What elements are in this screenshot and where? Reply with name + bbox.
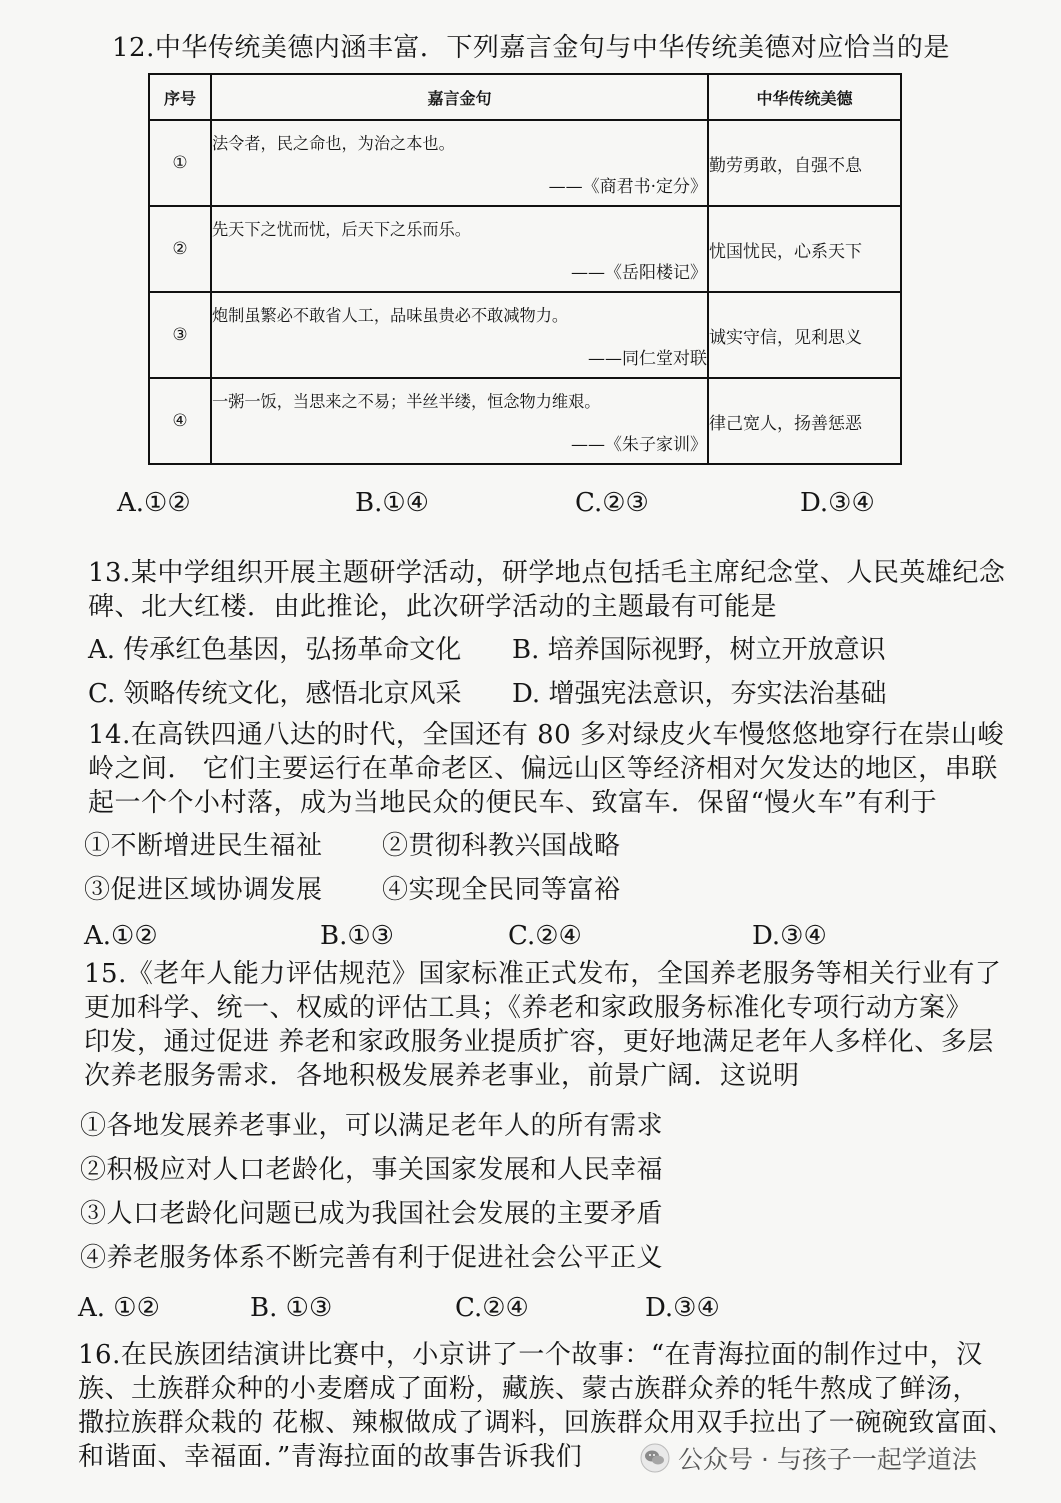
q14-item: ①不断增进民生福祉 [84,831,323,861]
q13-option-b[interactable]: B. 培养国际视野，树立开放意识 [512,635,886,665]
row-virtue: 诚实守信，见利思义 [708,292,901,378]
q14-stem-line: 岭之间． 它们主要运行在革命老区、偏远山区等经济相对欠发达的地区，串联 [88,754,998,784]
header-number: 序号 [149,74,211,120]
q15-option-c[interactable]: C.②④ [455,1293,529,1323]
q14-option-a[interactable]: A.①② [84,921,158,951]
table-row [149,378,901,464]
quote-text: 炮制虽繁必不敢省人工，品味虽贵必不敢减物力。 [212,305,569,325]
table-header-row [149,74,901,120]
q15-option-b[interactable]: B. ①③ [250,1293,333,1323]
q12-option-c[interactable]: C.②③ [575,488,649,518]
q15-stem-line: 15.《老年人能力评估规范》国家标准正式发布，全国养老服务等相关行业有了 [84,959,1002,989]
q16-stem-line: 和谐面、幸福面．”青海拉面的故事告诉我们 [78,1442,583,1472]
q15-stem-line: 次养老服务需求．各地积极发展养老事业，前景广阔．这说明 [84,1061,800,1091]
q14-item: ④实现全民同等富裕 [382,875,621,905]
q16-stem-line: 撒拉族群众栽的 花椒、辣椒做成了调料，回族群众用双手拉出了一碗碗致富面、 [78,1408,1015,1438]
row-virtue: 忧国忧民，心系天下 [708,206,901,292]
q12-table [148,73,902,465]
header-quote: 嘉言金句 [211,74,708,120]
q15-stem-line: 更加科学、统一、权威的评估工具；《养老和家政服务标准化专项行动方案》 [84,993,973,1023]
q12-option-b[interactable]: B.①④ [355,488,429,518]
row-number: ④ [149,378,211,464]
q15-item: ③人口老龄化问题已成为我国社会发展的主要矛盾 [80,1199,664,1229]
q13-option-c[interactable]: C. 领略传统文化，感悟北京风采 [88,679,462,709]
watermark [640,1440,977,1476]
q12-option-d[interactable]: D.③④ [800,488,875,518]
q14-option-c[interactable]: C.②④ [508,921,582,951]
q15-item: ①各地发展养老事业，可以满足老年人的所有需求 [80,1111,664,1141]
quote-text: 一粥一饭，当思来之不易；半丝半缕，恒念物力维艰。 [212,391,601,411]
row-number: ③ [149,292,211,378]
row-quote [211,378,708,464]
quote-text: 先天下之忧而忧，后天下之乐而乐。 [212,219,471,239]
q13-option-d[interactable]: D. 增强宪法意识，夯实法治基础 [512,679,887,709]
q15-option-a[interactable]: A. ①② [78,1293,160,1323]
quote-source: ——同仁堂对联 [588,348,707,369]
q15-item: ②积极应对人口老龄化，事关国家发展和人民幸福 [80,1155,664,1185]
q15-item: ④养老服务体系不断完善有利于促进社会公平正义 [80,1243,664,1273]
quote-text: 法令者，民之命也，为治之本也。 [212,133,455,153]
row-quote [211,292,708,378]
q16-stem-line: 16.在民族团结演讲比赛中，小京讲了一个故事：“在青海拉面的制作过中，汉 [78,1340,983,1370]
q14-stem-line: 起一个个小村落，成为当地民众的便民车、致富车．保留“慢火车”有利于 [88,788,938,818]
row-quote [211,206,708,292]
q12-option-a[interactable]: A.①② [117,488,191,518]
row-quote [211,120,708,206]
q13-option-a[interactable]: A. 传承红色基因，弘扬革命文化 [88,635,462,665]
table-row [149,292,901,378]
table-row [149,120,901,206]
q14-option-b[interactable]: B.①③ [320,921,394,951]
q14-stem-line: 14.在高铁四通八达的时代，全国还有 80 多对绿皮火车慢悠悠地穿行在崇山峻 [88,720,1004,750]
table-row [149,206,901,292]
wechat-icon [640,1443,670,1473]
q15-stem-line: 印发，通过促进 养老和家政服务业提质扩容，更好地满足老年人多样化、多层 [84,1027,994,1057]
q12-stem: 12.中华传统美德内涵丰富．下列嘉言金句与中华传统美德对应恰当的是 [112,33,950,63]
row-virtue: 律己宽人，扬善惩恶 [708,378,901,464]
row-number: ② [149,206,211,292]
q15-option-d[interactable]: D.③④ [645,1293,720,1323]
q14-item: ②贯彻科教兴国战略 [382,831,621,861]
row-virtue: 勤劳勇敢，自强不息 [708,120,901,206]
header-virtue: 中华传统美德 [708,74,901,120]
quote-source: ——《朱子家训》 [571,434,707,455]
q14-item: ③促进区域协调发展 [84,875,323,905]
quote-source: ——《岳阳楼记》 [571,262,707,283]
row-number: ① [149,120,211,206]
quote-source: ——《商君书·定分》 [548,176,707,197]
q14-option-d[interactable]: D.③④ [752,921,827,951]
q13-stem-line: 13.某中学组织开展主题研学活动，研学地点包括毛主席纪念堂、人民英雄纪念 [88,558,1006,588]
q16-stem-line: 族、土族群众种的小麦磨成了面粉，藏族、蒙古族群众养的牦牛熬成了鲜汤， [78,1374,980,1404]
q13-stem-line: 碑、北大红楼．由此推论，此次研学活动的主题最有可能是 [88,592,778,622]
watermark-text: 公众号 · 与孩子一起学道法 [678,1445,977,1474]
